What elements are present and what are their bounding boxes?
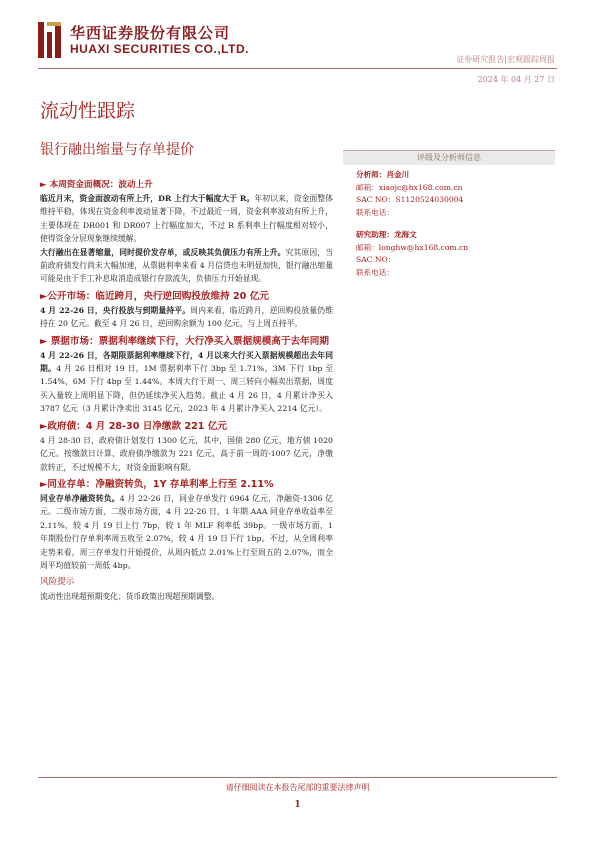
section-bills	[40, 334, 333, 416]
section-heading: ►公开市场：临近跨月，央行逆回购投放维持 20 亿元	[40, 290, 269, 302]
report-subtitle: 银行融出缩量与存单提价	[40, 142, 194, 158]
analyst-phone: 联系电话：	[356, 207, 394, 217]
legal-notice: 请仔细阅读在本报告尾部的重要法律声明	[225, 783, 370, 792]
report-date: 2024 年 04 月 27 日	[477, 75, 555, 84]
risk-text: 流动性出现超预期变化；货币政策出现超预期调整。	[40, 591, 220, 601]
section-heading: ►同业存单：净融资转负，1Y 存单利率上行至 2.11%	[40, 478, 274, 490]
report-type: 证券研究报告|宏观跟踪周报	[456, 55, 555, 64]
analyst-card	[343, 165, 555, 219]
analyst-email[interactable]: 邮箱：xiaojc@hx168.com.cn	[356, 182, 463, 192]
analyst-name: 分析师：肖金川	[356, 170, 410, 179]
company-name-en: HUAXI SECURITIES CO.,LTD.	[70, 42, 249, 56]
paragraph	[40, 192, 333, 246]
paragraph-lead: 4 月 22-26 日，各期限票据利率继续下行，4 月以来大行买入票据规模超出去年同期。	[40, 350, 333, 374]
analyst-email[interactable]: 邮箱：longhw@hx168.com.cn	[356, 242, 469, 252]
section-heading: ► 本周资金面概况：波动上升	[40, 180, 153, 190]
paragraph-lead: 同业存单净融资转负。	[40, 493, 120, 503]
section-heading: ► 票据市场：票据利率继续下行，大行净买入票据规模高于去年同期	[40, 335, 329, 347]
company-logo-icon	[38, 22, 64, 58]
analyst-name: 研究助理：龙海文	[356, 230, 417, 239]
analyst-sac: SAC NO：	[356, 255, 396, 264]
footer-divider	[38, 777, 557, 778]
paragraph-lead: 4 月 22-26 日，央行投放与到期量持平。	[40, 305, 191, 315]
section-liquidity	[40, 178, 333, 286]
paragraph-text: 4 月 28-30 日，政府债计划发行 1300 亿元，其中，国债 280 亿元，地方债 1020 亿元。按缴款日计算，政府债净缴款为 221 亿元，高于前一周的-1007 亿元，净缴款转正，不过规模不大，对资金面影响有限。	[40, 435, 333, 472]
section-gov-bonds	[40, 419, 333, 474]
paragraph-lead: 临近月末，资金面波动有所上升，DR 上行大于幅度大于 R。	[40, 194, 255, 203]
report-title: 流动性跟踪	[40, 100, 136, 122]
page-number: 1	[294, 800, 301, 810]
header-divider	[38, 68, 557, 69]
analyst-sidebar	[343, 150, 555, 279]
paragraph	[40, 246, 333, 286]
paragraph	[40, 434, 333, 474]
paragraph-text: 周内来看，临近跨月，逆回购投放量仍维持在 20 亿元。截至 4 月 26 日，逆回购余额为 100 亿元，与上周五持平。	[40, 305, 333, 329]
paragraph	[40, 349, 333, 416]
section-heading: ►政府债：4 月 28-30 日净缴款 221 亿元	[40, 420, 227, 432]
paragraph	[40, 492, 333, 572]
paragraph-text: 究其原因，当前政府债发行尚未大幅加速，从票据利率来看 4 月信贷也未明显加快，银行融出缩量可能是由于手工补息取消造成银行存款流失，负债压力开始显现。	[40, 247, 334, 284]
main-content	[40, 178, 333, 603]
section-open-market	[40, 289, 333, 331]
risk-heading: 风险提示	[40, 577, 75, 588]
analyst-phone: 联系电话：	[356, 267, 394, 277]
paragraph-text: 年初以来，资金面整体维持平稳，体现在资金利率波动显著下降，不过最近一周，资金利率波动有所上升，主要体现在 DR001 和 DR007 上行幅度加大，不过 R 系利率上行幅度相对较小，使得资金分层现象继续缓解。	[40, 194, 333, 244]
paragraph-text: 4 月 22-26 日，同业存单发行 6964 亿元，净融资-1306 亿元。二级市场方面，二级市场方面，4 月 22-26 日，1 年期 AAA 同业存单收益率至 2.11%，较 4 月 19 日上行 7bp，较 1 年 MLF 利率低 39bp。一级市场方面，1 年期股份行存单利率周五收至 2.07%，较 4 月 19 日下行 1bp。不过，从全周利率走势来看，周三存单发行开始提价，从周内低点 2.01%上行至周五的 2.07%，而全周平均值较前一周低 4bp。	[40, 493, 333, 570]
analyst-sac: SAC NO：S1120524030004	[356, 195, 464, 204]
paragraph	[40, 304, 333, 331]
analyst-card	[343, 219, 555, 279]
section-risk	[40, 576, 333, 603]
company-name-cn: 华西证券股份有限公司	[70, 24, 231, 42]
paragraph-lead: 大行融出在显著缩量，同时提价发存单，或反映其负债压力有所上升。	[40, 247, 286, 257]
section-ncd	[40, 477, 333, 572]
paragraph-text: 4 月 26 日相对 19 日，1M 票据利率下行 3bp 至 1.71%，3M 下行 1bp 至 1.54%，6M 下行 4bp 至 1.44%。本周大行于周一、周三转向小幅卖出票据，周度买入量较上周明显下降，但仍延续净买入趋势。截止 4 月 26 日，4 月累计净买入 3787 亿元（3 月累计净卖出 3145 亿元，2023 年 4 月累计净买入 2214 亿元）。	[40, 364, 334, 414]
sidebar-header: 评级及分析师信息	[343, 150, 555, 165]
